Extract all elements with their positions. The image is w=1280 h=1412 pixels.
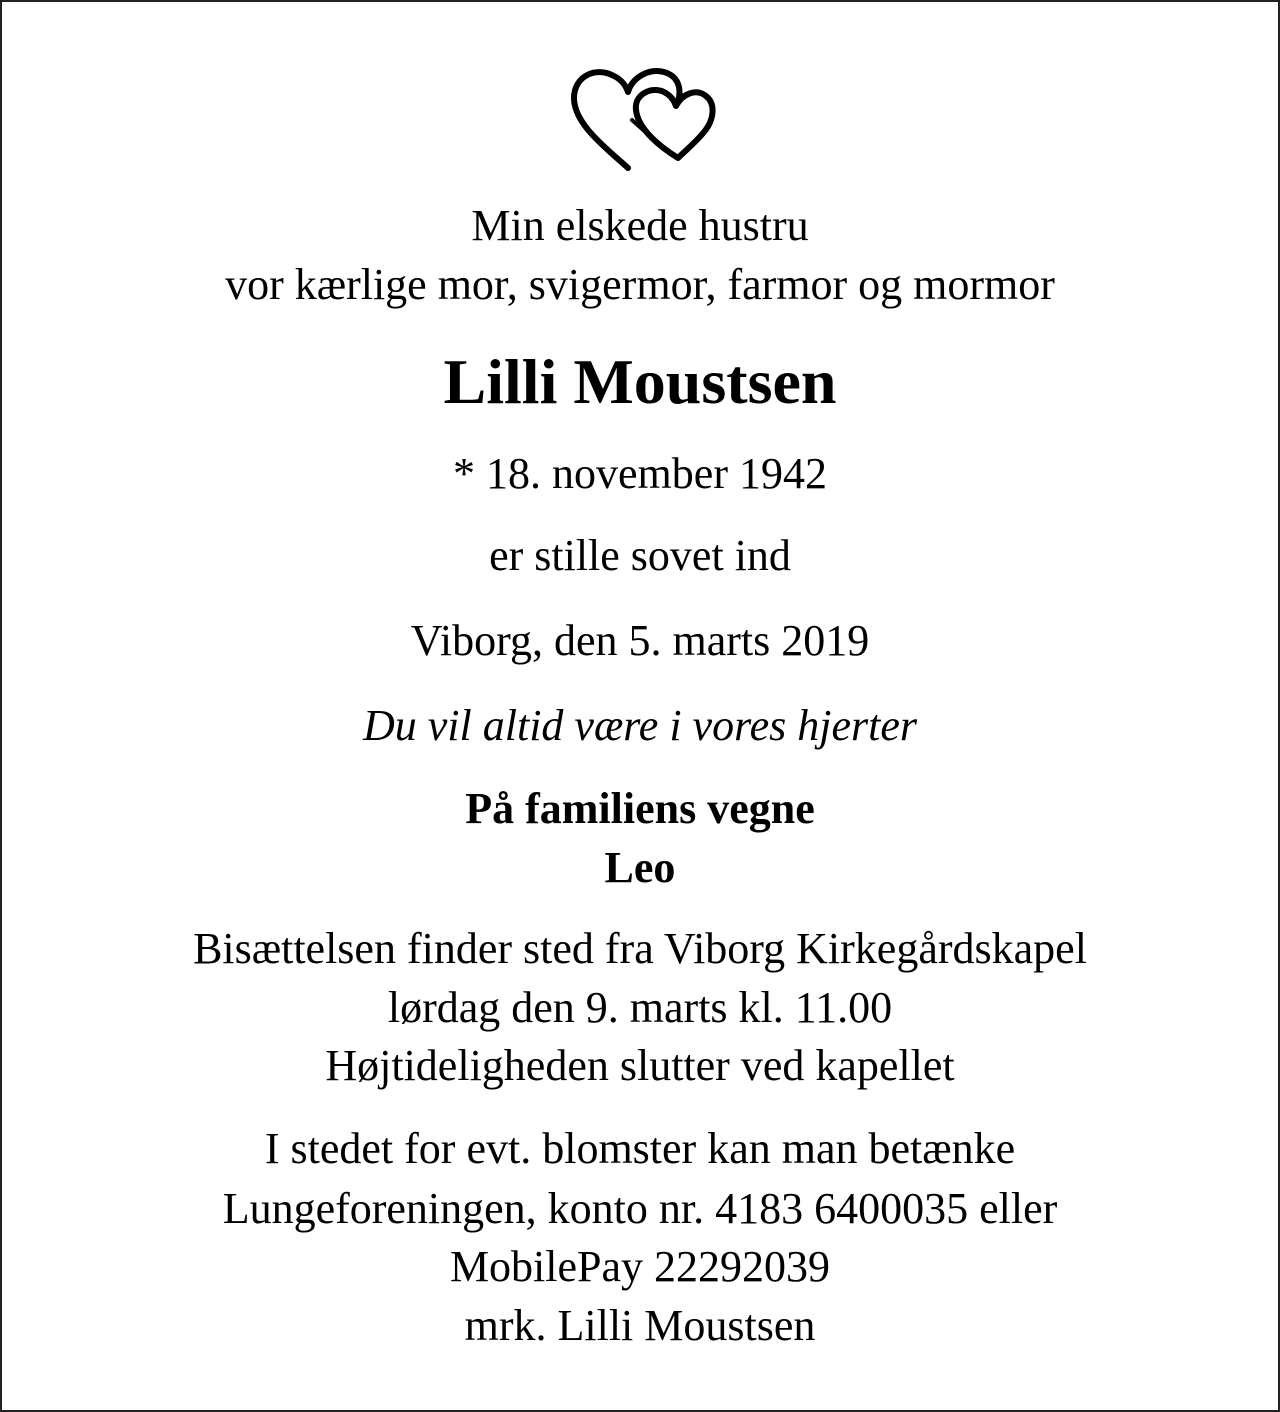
birth-date: * 18. november 1942 <box>453 449 827 498</box>
donation-line-4: mrk. Lilli Moustsen <box>464 1301 816 1350</box>
signature-line-2: Leo <box>604 843 676 892</box>
donation-line-3: MobilePay 22292039 <box>449 1242 831 1291</box>
passing-text: er stille sovet ind <box>489 531 791 580</box>
intro-line-1: Min elskede hustru <box>471 201 809 250</box>
funeral-line-3: Højtideligheden slutter ved kapellet <box>325 1041 955 1090</box>
place-and-date: Viborg, den 5. marts 2019 <box>410 616 870 665</box>
funeral-line-2: lørdag den 9. marts kl. 11.00 <box>387 983 893 1032</box>
funeral-line-1: Bisættelsen finder sted fra Viborg Kirkegårdskapel <box>193 924 1087 973</box>
donation-line-2: Lungeforeningen, konto nr. 4183 6400035 eller <box>222 1184 1058 1233</box>
intro-line-2: vor kærlige mor, svigermor, farmor og mormor <box>225 260 1055 309</box>
deceased-name: Lilli Moustsen <box>443 346 837 417</box>
memorial-verse: Du vil altid være i vores hjerter <box>363 701 917 750</box>
signature-line-1: På familiens vegne <box>465 784 815 833</box>
donation-line-1: I stedet for evt. blomster kan man betænke <box>264 1124 1016 1173</box>
intertwined-hearts-icon <box>566 62 718 174</box>
